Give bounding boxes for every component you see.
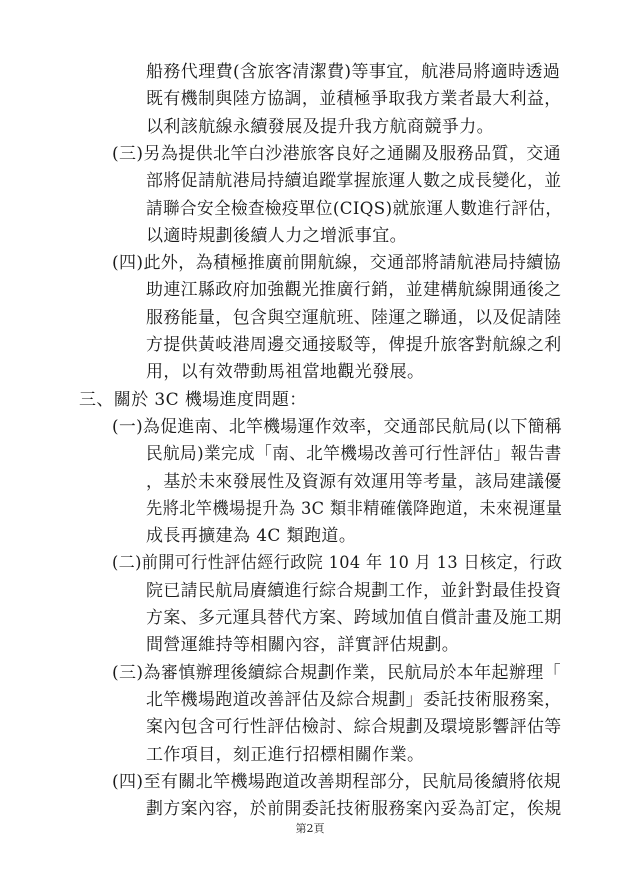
- text-line: (一)為促進南、北竿機場運作效率，交通部民航局(以下簡稱: [112, 417, 563, 437]
- text-line: (二)前開可行性評估經行政院 104 年 10 月 13 日核定，行政: [112, 553, 563, 573]
- text-line: 院已請民航局賡續進行綜合規劃工作，並針對最佳投資: [146, 581, 562, 601]
- text-line: 以適時規劃後續人力之增派事宜。: [146, 226, 407, 246]
- text-line: (三)為審慎辦理後續綜合規劃作業，民航局於本年起辦理「: [112, 663, 562, 683]
- text-line: 方提供黃岐港周邊交通接駁等，俾提升旅客對航線之利: [146, 335, 562, 355]
- text-line: 助連江縣政府加強觀光推廣行銷，並建構航線開通後之: [146, 280, 562, 300]
- section-heading: 三、關於 3C 機場進度問題：: [79, 390, 307, 410]
- text-line: 用，以有效帶動馬祖當地觀光發展。: [146, 362, 425, 382]
- text-line: 北竿機場跑道改善評估及綜合規劃」委託技術服務案，: [146, 690, 562, 710]
- text-line: 船務代理費(含旅客清潔費)等事宜，航港局將適時透過: [146, 62, 561, 82]
- text-line: 間營運維持等相關內容，詳實評估規劃。: [146, 635, 460, 655]
- text-line: (四)此外，為積極推廣前開航線，交通部將請航港局持續協: [112, 253, 562, 273]
- text-line: 民航局)業完成「南、北竿機場改善可行性評估」報告書: [146, 444, 562, 464]
- text-line: 部將促請航港局持續追蹤掌握旅運人數之成長變化，並: [146, 171, 562, 191]
- text-line: 方案、多元運具替代方案、跨域加值自償計畫及施工期: [146, 608, 562, 628]
- text-line: (三)另為提供北竿白沙港旅客良好之通關及服務品質，交通: [112, 144, 562, 164]
- text-line: (四)至有關北竿機場跑道改善期程部分，民航局後續將依規: [112, 772, 562, 792]
- text-line: 以利該航線永續發展及提升我方航商競爭力。: [146, 117, 494, 137]
- text-line: 既有機制與陸方協調，並積極爭取我方業者最大利益，: [146, 89, 562, 109]
- text-line: 請聯合安全檢查檢疫單位(CIQS)就旅運人數進行評估，: [146, 199, 563, 219]
- text-line: 成長再擴建為 4C 類跑道。: [146, 526, 357, 546]
- text-line: 先將北竿機場提升為 3C 類非精確儀降跑道，未來視運量: [146, 499, 563, 519]
- text-line: 劃方案內容，於前開委託技術服務案內妥為訂定，俟規: [146, 799, 562, 819]
- text-line: 服務能量，包含與空運航班、陸運之聯通，以及促請陸: [146, 308, 562, 328]
- text-line: 工作項目，刻正進行招標相關作業。: [146, 745, 425, 765]
- page-number: 第2頁: [295, 822, 325, 835]
- text-line: 案內包含可行性評估檢討、綜合規劃及環境影響評估等: [146, 717, 562, 737]
- text-line: ，基於未來發展性及資源有效運用等考量，該局建議優: [146, 472, 562, 492]
